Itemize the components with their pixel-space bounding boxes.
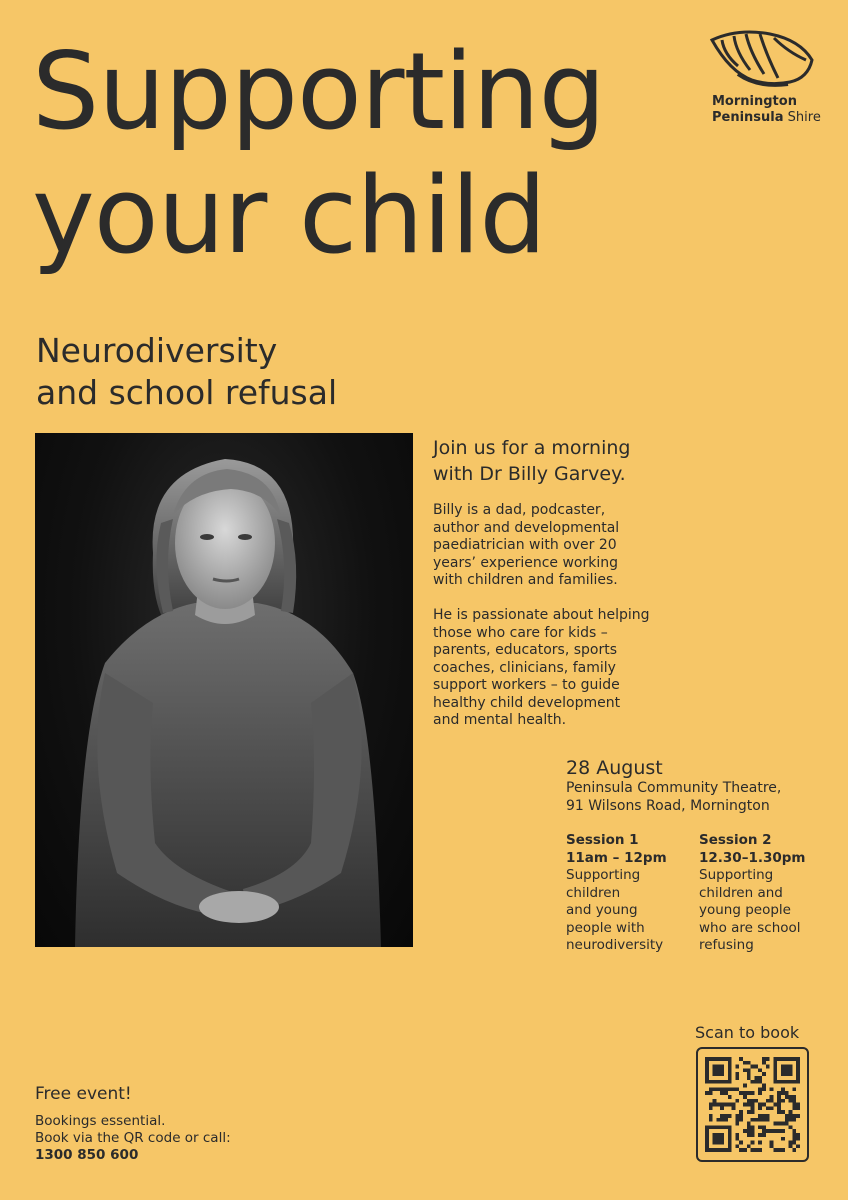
bio-line: coaches, clinicians, family (433, 659, 616, 676)
free-event-label: Free event! (35, 1084, 132, 1104)
venue-line-1: Peninsula Community Theatre, (566, 780, 782, 796)
portrait-silhouette (35, 433, 413, 947)
bio-paragraph-2 (433, 607, 650, 730)
subtitle-line-1: Neurodiversity (36, 331, 278, 370)
session-1 (566, 832, 667, 955)
session-desc-line: and young (566, 902, 638, 918)
session-time: 11am – 12pm (566, 849, 667, 866)
session-desc-line: refusing (699, 937, 754, 953)
scan-label: Scan to book (695, 1023, 800, 1042)
venue-line-2: 91 Wilsons Road, Mornington (566, 797, 770, 814)
session-desc-line: children and (699, 884, 783, 901)
session-time: 12.30–1.30pm (699, 849, 806, 866)
title-line-2: your child (32, 154, 546, 277)
bio-line: paediatrician with over 20 (433, 537, 617, 553)
council-logo (708, 26, 820, 126)
intro-line-1: Join us for a morning (433, 437, 631, 459)
bio-line: those who care for kids – (433, 624, 608, 641)
session-desc-line: young people (699, 902, 791, 918)
logo-line-2-regular: Shire (783, 110, 821, 125)
bio-line: parents, educators, sports (433, 642, 618, 658)
booking-line-2: Book via the QR code or call: (35, 1130, 231, 1146)
bio-line: He is passionate about helping (433, 607, 650, 623)
session-desc-line: Supporting (699, 867, 774, 883)
phone-number[interactable]: 1300 850 600 (35, 1147, 139, 1163)
shell-icon (708, 26, 816, 88)
session-desc-line: Supporting (566, 867, 641, 883)
bio-line: author and developmental (433, 519, 620, 536)
bio-line: and mental health. (433, 712, 567, 728)
qr-code-icon[interactable] (705, 1057, 800, 1152)
bio-line: support workers – to guide (433, 677, 620, 693)
event-venue (566, 780, 781, 815)
session-name: Session 2 (699, 832, 772, 848)
page-title (32, 30, 605, 278)
bio-paragraph-1 (433, 502, 619, 590)
session-name: Session 1 (566, 832, 639, 848)
session-2 (699, 832, 806, 955)
event-date: 28 August (566, 757, 663, 779)
booking-info (35, 1113, 231, 1164)
title-line-1: Supporting (32, 30, 605, 153)
bio-line: years’ experience working (433, 554, 619, 571)
intro-line-2: with Dr Billy Garvey. (433, 463, 626, 485)
booking-line-1: Bookings essential. (35, 1113, 166, 1129)
logo-line-2-bold: Peninsula (712, 110, 784, 125)
portrait-photo (35, 433, 413, 947)
session-desc-line: neurodiversity (566, 937, 664, 953)
bio-line: healthy child development (433, 694, 621, 711)
bio-line: Billy is a dad, podcaster, (433, 502, 606, 518)
session-desc-line: who are school (699, 919, 801, 936)
session-desc-line: people with (566, 919, 645, 936)
subtitle-line-2: and school refusal (36, 373, 338, 412)
logo-line-1: Mornington (712, 94, 797, 109)
session-desc-line: children (566, 884, 621, 901)
intro-heading (433, 435, 630, 487)
bio-line: with children and families. (433, 572, 618, 588)
qr-code-frame[interactable] (696, 1047, 809, 1162)
event-subtitle (36, 330, 337, 414)
